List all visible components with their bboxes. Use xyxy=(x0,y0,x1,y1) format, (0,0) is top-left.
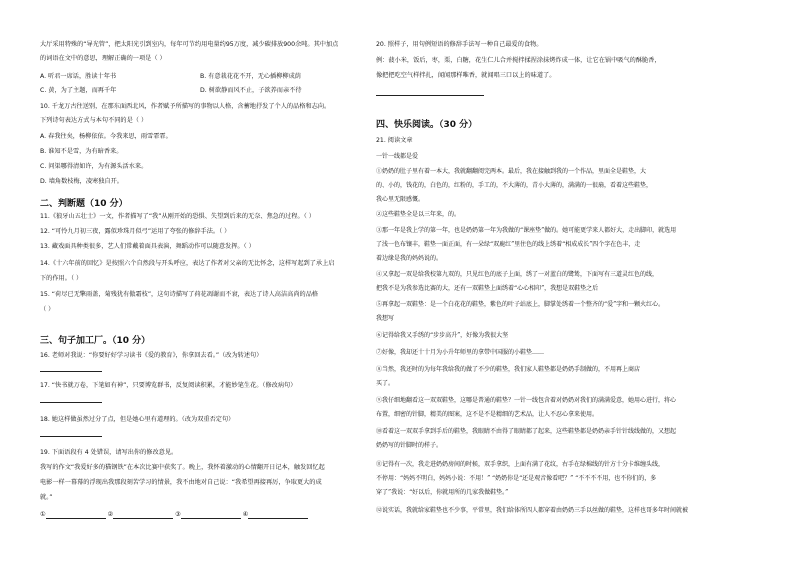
para-10-line1: ⑩看着这一双双手拿到手后的鞋垫，我眼睛不由得了眼睛都了起来，这些鞋垫都是奶奶亲手针针线线做的，又想起 xyxy=(376,428,677,435)
para-4-line2: 把我不是为我参选比赛的大，还有一双鞋垫上面绣着“心心相印”，我想是双鞋垫之后 xyxy=(376,285,599,292)
para-3-line2: 了浅一色布镶丰，鞋垫一面正面，有一朵绿“双鹿红”里住色的线上绣着“相成成长”四个字在色丰，走 xyxy=(376,241,641,248)
judge-15-line1: 15. “荷尽已无擎雨盖，菊残犹有傲霜枝”，这句诗描写了荷花凋谢而不衰，表达了诗人高洁高尚的品格 xyxy=(40,291,319,298)
blank-label-3: ③ xyxy=(175,511,181,518)
judge-12: 12. “可怜九月初三夜，露似珍珠月似弓”运用了夸张的修辞手法。（ ） xyxy=(40,228,231,235)
q9-option-a: A. 听君一席话，胜读十年书 xyxy=(40,73,117,80)
section-4-title: 四、快乐阅读。（30 分） xyxy=(376,120,478,130)
para-10-line2: 奶奶写的针脚时的样子。 xyxy=(376,442,443,449)
blank-3[interactable] xyxy=(181,510,241,519)
sentence-16: 16. 老师对我说：“你要好好学习读书《爱的教育》，你拿回去看。”（改为转述句） xyxy=(40,352,263,359)
blank-label-4: ④ xyxy=(242,511,249,518)
q20-line3: 像把把吃空气样拌扎，闻闻那样唯香，就闻唱三口以上的味道了。 xyxy=(376,72,556,79)
para-3-line3: 着边缘是我的妈妈说的。 xyxy=(376,255,443,262)
judge-15-line2: （ ） xyxy=(40,306,55,313)
answer-line-16[interactable] xyxy=(40,371,102,372)
blank-1[interactable] xyxy=(46,510,106,519)
para-8-line1: ⑧当然，我还时的为每年我给我的做了不少的鞋垫，我们家人鞋垫都是奶奶手制做的，不用再上商店 xyxy=(376,366,641,373)
q21-label: 21. 阅读文章 xyxy=(376,137,413,144)
para-5-line1: ⑤再拿起一双鞋垫：是一个白花花的鞋垫，紫色的叶子站底上，脚掌处绣着一个整齐的“爱”字和一颗火红心。 xyxy=(376,301,665,308)
judge-11: 11.《狼牙山五壮士》一文，作者描写了“我”从刚开始的恐惧、失望到后来的无奈、焦急的过程。（ ） xyxy=(40,213,315,220)
para-1-line3: 我心里无限感慨。 xyxy=(376,196,425,203)
para-1-line1: ①奶奶的肚子里有着一本大，我就翻翻阅完两本。最后，我在接触到我的一个作品，里面全是鞋垫，大 xyxy=(376,168,647,175)
answer-line-18[interactable] xyxy=(40,436,102,437)
q9-line1: 大厅采用特殊的“导光管”，把太阳光引到室内，每年可节约用电量约95万度，减少碳排放900余吨。其中加点 xyxy=(40,41,339,48)
judge-14-line1: 14.《十六年前的回忆》是按照六个自然段与开头呼应，表达了作者对父亲的无比怀念，这样写起到了承上启 xyxy=(40,260,335,267)
sentence-17: 17. “快书就万卷，下笔如有神”，只要博览群书，反复阅读积累，才能妙笔生花。（修改病句） xyxy=(40,382,297,389)
para-8-line2: 买了。 xyxy=(376,380,395,387)
q10-option-c: C. 问渠哪得清如许，为有源头活水来。 xyxy=(40,163,148,170)
sentence-19-blanks xyxy=(40,510,308,519)
para-11-line2: 不停用：“妈妈不明白，妈妈小说：不用！” “奶奶你是“还是观音像看吧？” “不不不不用，也不你们的，多 xyxy=(376,475,657,482)
q9-line2: 的词语在文中的意思，理解正确的一项是（ ） xyxy=(40,55,166,62)
q20-line1: 20. 照样子，用句例短语的修辞手法写一种自己最爱的食物。 xyxy=(376,41,543,48)
sentence-19-line2: 电影一样一幕幕的浮现出我那段刻苦学习的情景，我不由地对自己说：“我希望再接再厉，争取更大的成 xyxy=(40,479,322,486)
sentence-19-line3: 就。” xyxy=(40,494,53,501)
q10-option-a: A. 春我往矣，杨柳依依。今我来思，雨雪霏霏。 xyxy=(40,133,172,140)
q9-option-b: B. 有意栽花花不开，无心插柳柳成荫 xyxy=(200,73,301,80)
para-4-line1: ④又拿起一双是给我校第九双的，只见红色的底子上面，绣了一对蓝白的鹭鸶，下面写有三道灵红色的线， xyxy=(376,271,659,278)
blank-2[interactable] xyxy=(113,510,173,519)
para-11-line1: ⑪记得有一次，我走进奶奶房间的时候，双手拿织，上面有满了花纹，右手在绿棉线的针方十分卡维缠头线， xyxy=(376,461,665,468)
blank-label-1: ① xyxy=(40,511,46,518)
judge-14-line2: 下的作用。（ ） xyxy=(40,275,83,282)
blank-label-2: ② xyxy=(107,511,114,518)
q9-option-d: D. 树欲静而风不止，子欲养而亲不待 xyxy=(200,87,302,94)
answer-line-20[interactable] xyxy=(376,95,484,96)
answer-line-17[interactable] xyxy=(40,402,102,403)
q20-line2: 例：菠小米，饭后，枣，栗，白糖，花生仁儿合并搅拌揉捏涂抹烤炸成一体，让它在锅中吸气的酥脆香， xyxy=(376,57,661,64)
section-2-title: 二、判断题（10 分） xyxy=(40,199,128,209)
para-6: ⑥记得给我又手绣的“步步高升”，好像为我很大坚 xyxy=(376,332,509,339)
para-9-line1: ⑨我仔细地翻看这一双双鞋垫，这哪是普通的鞋垫？一针一线包含着对奶奶对我们的满满爱意，她用心进行，将心 xyxy=(376,397,677,404)
q9-option-c: C. 黄，为了主题，而再千年 xyxy=(40,87,117,94)
blank-4[interactable] xyxy=(248,510,308,519)
para-11-line3: 穿了”我说：“好以后，你就用所的几家我做鞋垫。” xyxy=(376,489,509,496)
article-title: 一针一线都是爱 xyxy=(376,153,419,160)
q10-line2: 下列诗句表达方式与本句不同的是（ ） xyxy=(40,117,148,124)
q10-option-d: D. 墙角数枝梅，凌寒独自开。 xyxy=(40,178,123,185)
sentence-19-title: 19. 下面语段有 4 处错误，请写出你的修改意见。 xyxy=(40,449,178,456)
judge-13: 13. 藏戏面具种类很多，艺人们常戴着面具表演，舞蹈动作可以随意发挥。（ ） xyxy=(40,243,255,250)
sentence-18: 18. 她这样做虽然过分了点，但是她心里有道理的。（改为双重否定句） xyxy=(40,416,235,423)
para-3-line1: ③那一年是我上学的第一年，也是奶奶第一年为我做的“课座垫”做的。她可能更学来人都好大，走出脚印，就选用 xyxy=(376,227,677,234)
para-5-line2: 我想写 xyxy=(376,315,395,322)
q10-line1: 10. 千龙万古往送别，在那东面西北风，作者赋予所描写的事物以人格，含蓄地抒发了个人的品格和志向。 xyxy=(40,103,331,110)
para-12: ⑫说实话，我就给家鞋垫也不少事，平常里，我们给体所四人都穿着由奶奶三手以丝做的鞋垫，这样也哥多年时间就被 xyxy=(376,507,689,514)
para-2: ②这些鞋垫全是以三年来，的。 xyxy=(376,211,461,218)
para-1-line2: 的、小的，钱花的，白色的，红粉的，手工的，不大薄的，青小大薄的，满满的一很扇，看着这些鞋垫， xyxy=(376,182,653,189)
para-7: ⑦好像，我却还十十月为小升年师里的拿带中国服的小鞋垫…… xyxy=(376,349,545,356)
section-3-title: 三、句子加工厂。（10 分） xyxy=(40,336,151,346)
para-9-line2: 布置，细密的针脚，精美的图案，这不是不是精细的艺术品，让人不忍心拿来使用。 xyxy=(376,411,599,418)
sentence-19-line1: 我写的作文“我爱好多的猫钢铁”在本次比赛中获奖了。晚上，我怀着激动的心情翻开日记本，触发回忆起 xyxy=(40,464,325,471)
q10-option-b: B. 谁知不是雪，为有暗香来。 xyxy=(40,148,123,155)
